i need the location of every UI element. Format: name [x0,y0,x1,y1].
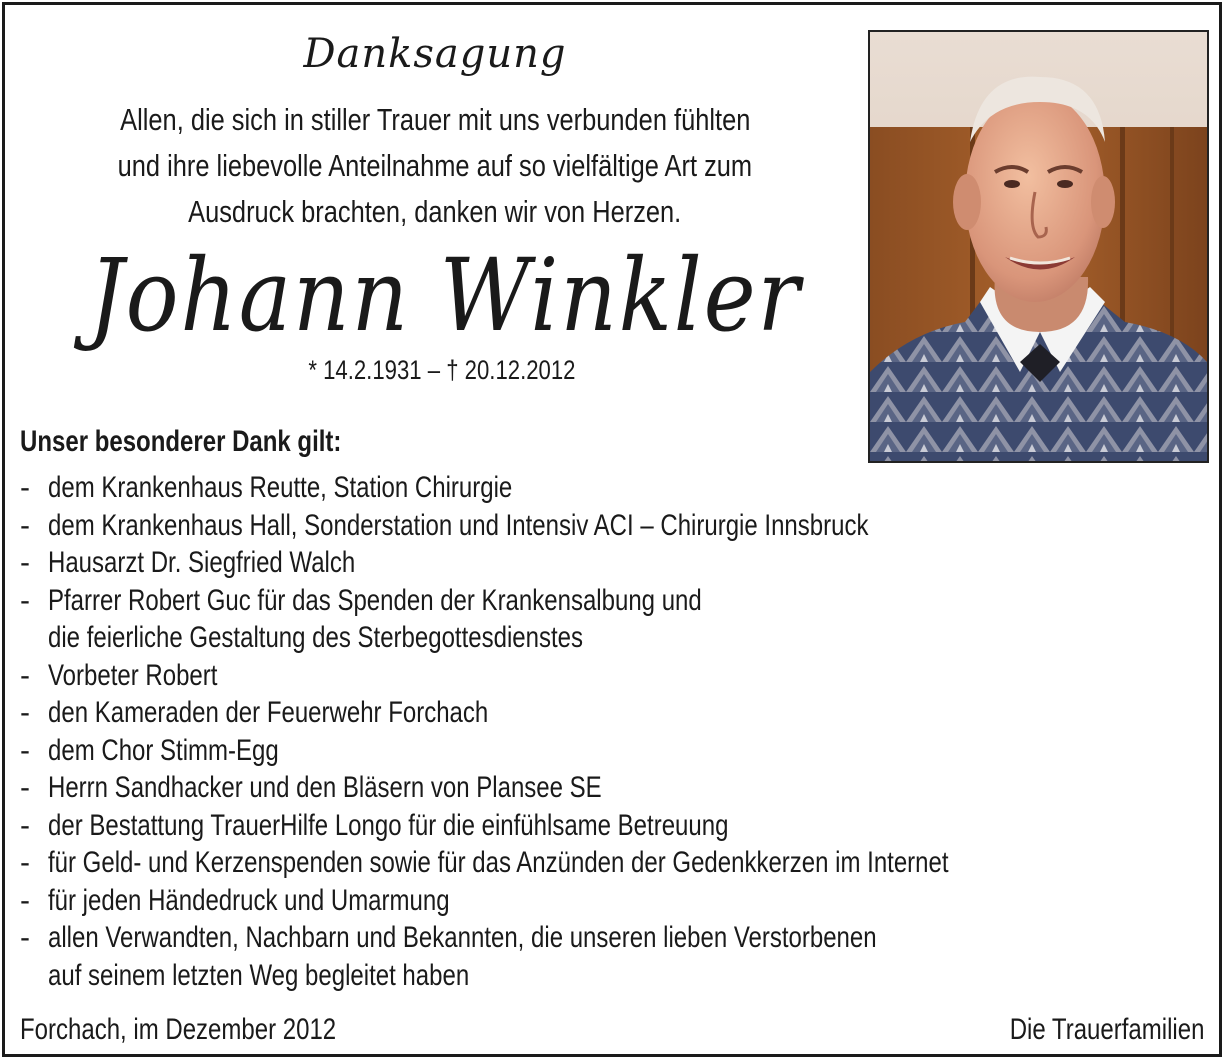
thanks-heading: Unser besonderer Dank gilt: [20,425,342,458]
heading-text: Danksagung [303,31,567,77]
list-item: - dem Krankenhaus Reutte, Station Chirurgie [20,471,513,504]
thanks-list [20,469,1210,994]
deceased-name: Johann Winkler [88,237,802,354]
list-item: - Hausarzt Dr. Siegfried Walch [20,546,356,579]
list-item: - den Kameraden der Feuerwehr Forchach [20,696,489,729]
list-item: - dem Krankenhaus Hall, Sonderstation und Intensiv ACI – Chirurgie Innsbruck [20,508,869,542]
list-item: - Herrn Sandhacker und den Bläsern von Plansee SE [20,771,602,804]
list-item: - Pfarrer Robert Guc für das Spenden der Krankensalbung und die feierliche Gestaltung des Sterbegottesdienstes [20,583,702,654]
list-item: - Vorbeter Robert [20,658,218,692]
list-item: - dem Chor Stimm-Egg [20,733,279,767]
heading-danksagung [5,31,865,77]
intro-text [5,97,865,235]
place-date: Forchach, im Dezember 2012 [20,1013,337,1046]
intro-line: und ihre liebevolle Anteilnahme auf so vielfältige Art zum [117,148,753,183]
list-item: - der Bestattung TrauerHilfe Longo für die einfühlsame Betreuung [20,808,729,842]
list-item: - für jeden Händedruck und Umarmung [20,883,450,917]
list-item: - für Geld- und Kerzenspenden sowie für das Anzünden der Gedenkkerzen im Internet [20,846,949,879]
obituary-card [2,2,1222,1057]
life-dates: * 14.2.1931 – † 20.12.2012 [308,355,576,385]
signature: Die Trauerfamilien [1009,1013,1204,1046]
list-item: - allen Verwandten, Nachbarn und Bekannten, die unseren lieben Verstorbenen auf seinem letzten Weg begleitet haben [20,921,877,992]
intro-line: Allen, die sich in stiller Trauer mit uns verbunden fühlten [119,102,751,137]
intro-line: Ausdruck brachten, danken wir von Herzen. [188,194,682,229]
portrait-photo [868,30,1209,463]
